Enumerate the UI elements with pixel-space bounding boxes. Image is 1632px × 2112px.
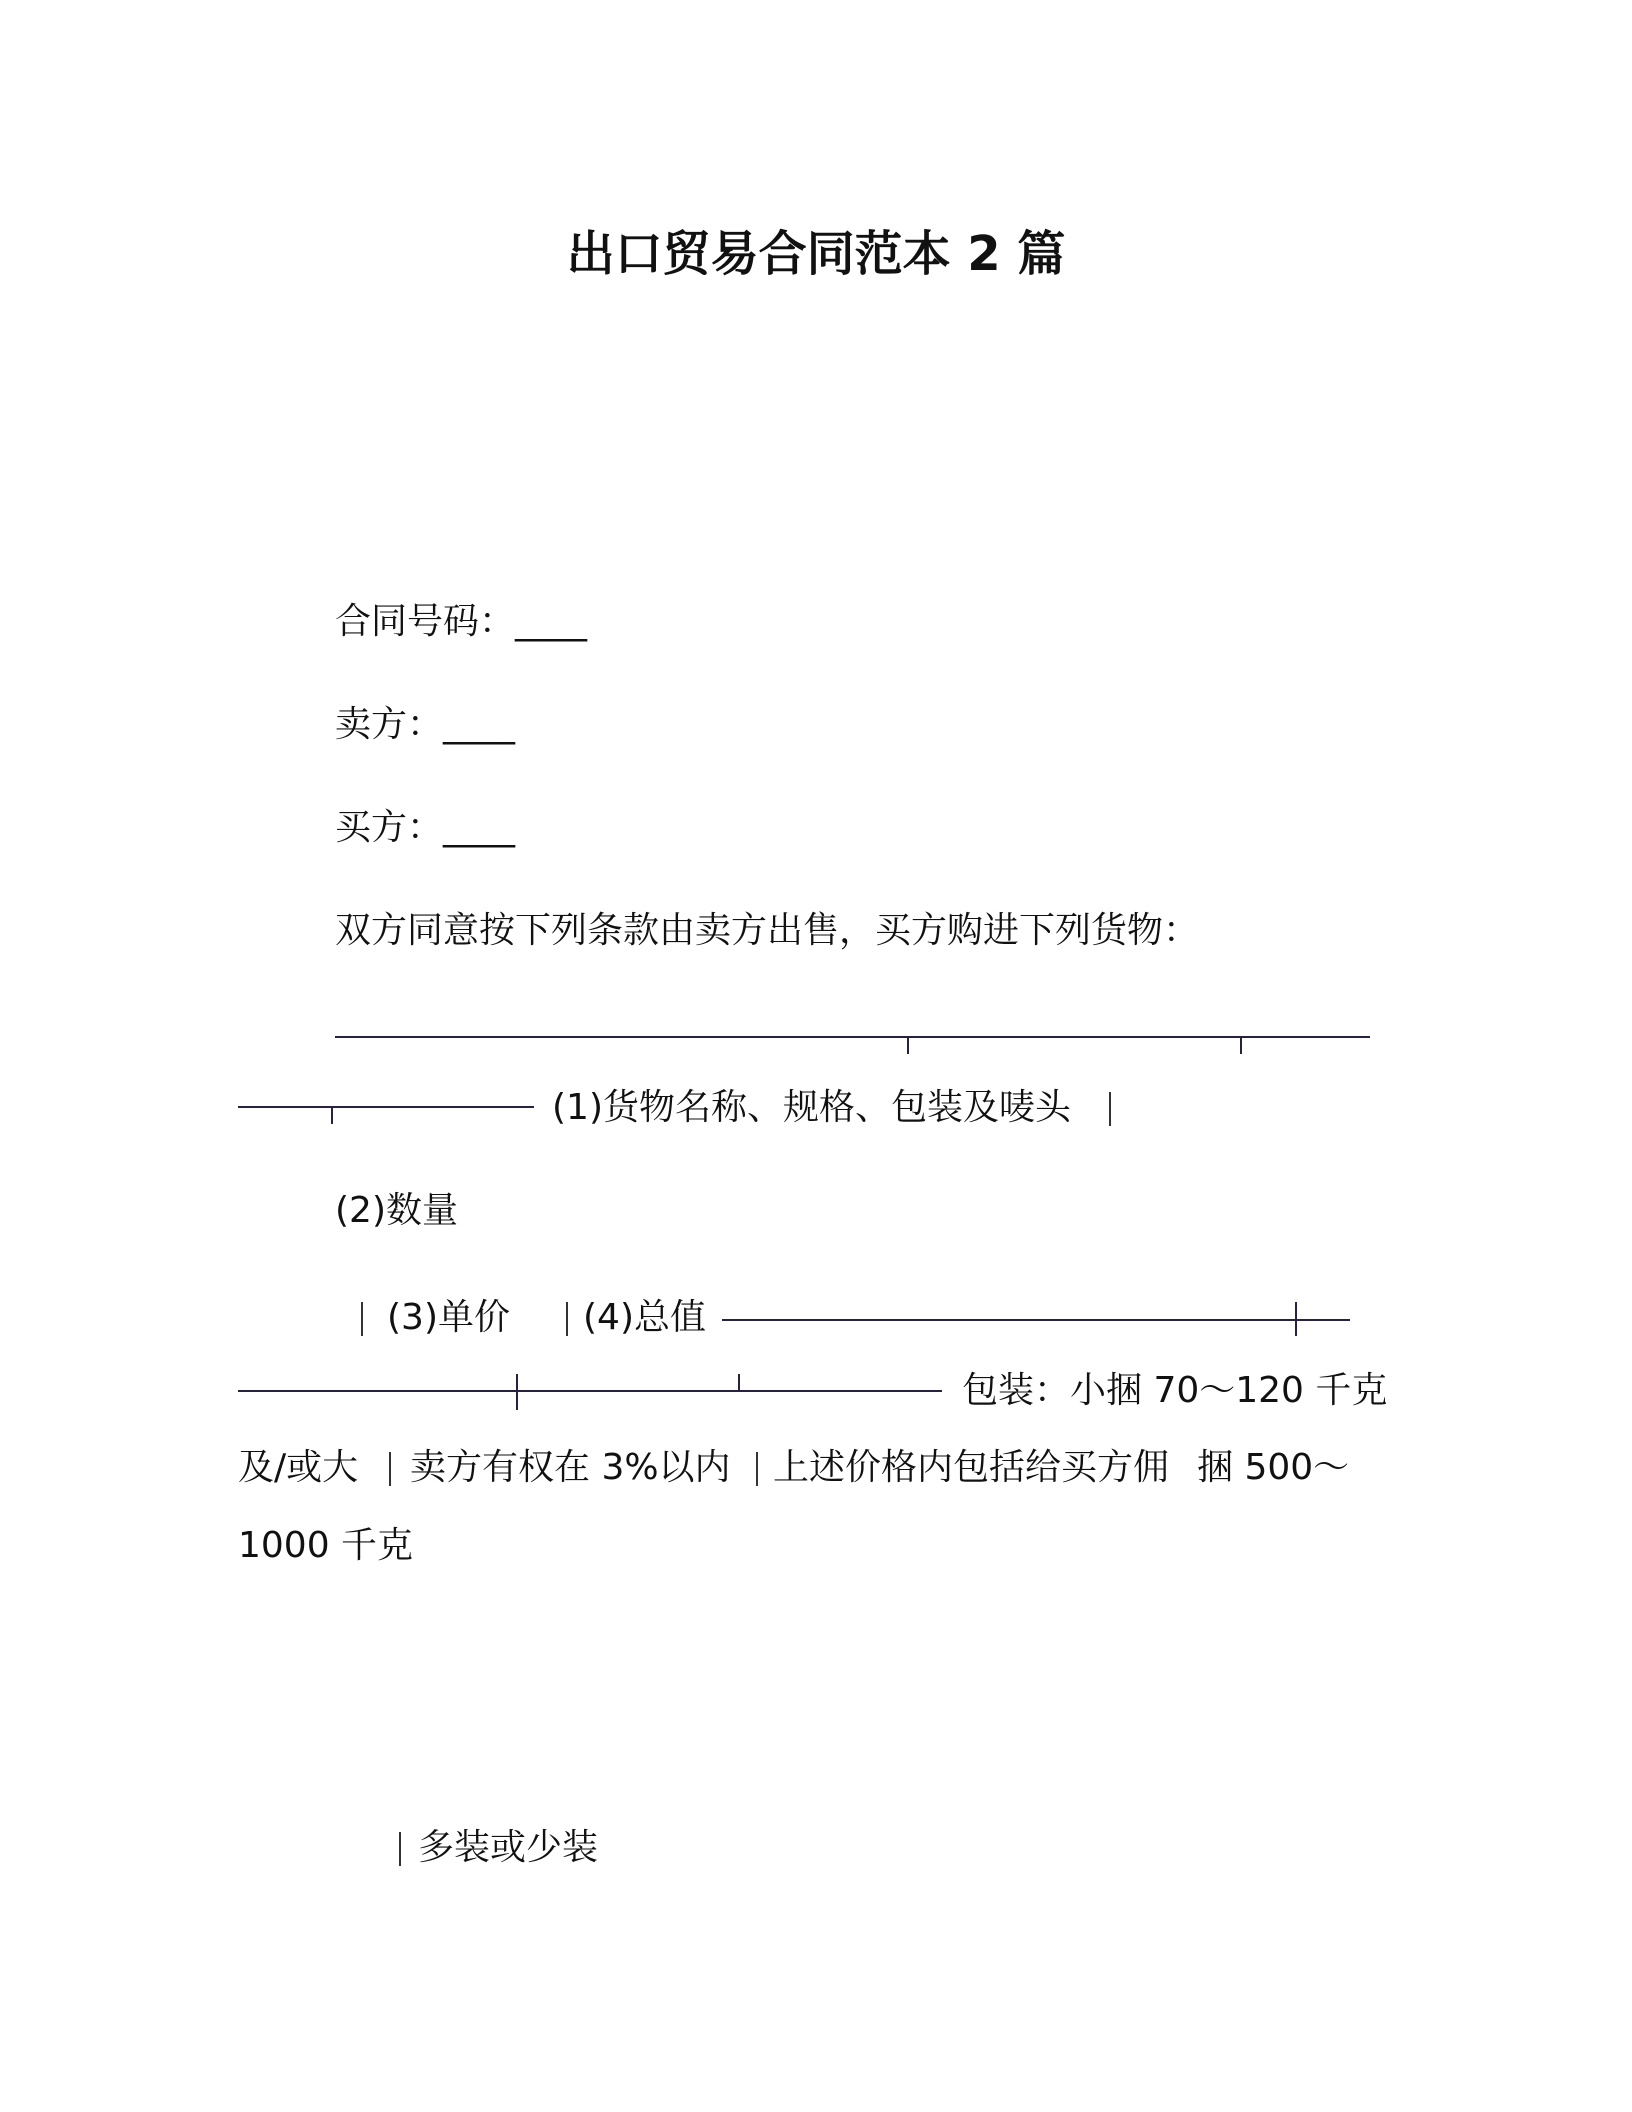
unit-price-header: (3)单价 <box>387 1297 510 1338</box>
quantity-header: (2)数量 <box>335 1190 458 1231</box>
intro-paragraph: 双方同意按下列条款由卖方出售，买方购进下列货物： <box>335 910 1200 951</box>
bundle-weight-text: 捆 500～ <box>1197 1447 1350 1488</box>
document-title: 出口贸易合同范本 2 篇 <box>566 226 1066 282</box>
packaging-text: 包装：小捆 70～120 千克 <box>962 1370 1388 1411</box>
column-separator <box>566 1302 568 1336</box>
table-rule <box>722 1319 1350 1321</box>
bundle-weight-text-cont: 1000 千克 <box>238 1525 414 1566</box>
table-rule <box>238 1390 942 1392</box>
column-separator <box>756 1452 758 1486</box>
goods-description-header: (1)货物名称、规格、包装及唛头 <box>552 1087 1071 1128</box>
table-tick <box>1240 1036 1242 1054</box>
seller-field: 卖方：____ <box>335 704 516 745</box>
total-value-header: (4)总值 <box>583 1297 706 1338</box>
column-separator <box>1109 1092 1111 1126</box>
table-tick <box>907 1036 909 1054</box>
more-or-less-text: 多装或少装 <box>418 1827 599 1868</box>
table-rule <box>335 1036 1370 1038</box>
table-tick <box>331 1106 333 1124</box>
column-separator <box>361 1302 363 1336</box>
column-separator <box>389 1452 391 1486</box>
column-separator <box>399 1832 401 1866</box>
table-tick <box>738 1374 740 1392</box>
table-tick <box>1295 1302 1297 1336</box>
contract-number-field: 合同号码：____ <box>335 601 588 642</box>
seller-right-text: 卖方有权在 3%以内 <box>410 1447 731 1488</box>
table-tick <box>516 1374 518 1410</box>
buyer-field: 买方：____ <box>335 807 516 848</box>
table-rule <box>238 1106 534 1108</box>
price-includes-text: 上述价格内包括给买方佣 <box>773 1447 1170 1488</box>
packaging-large-text: 及/或大 <box>238 1447 359 1488</box>
